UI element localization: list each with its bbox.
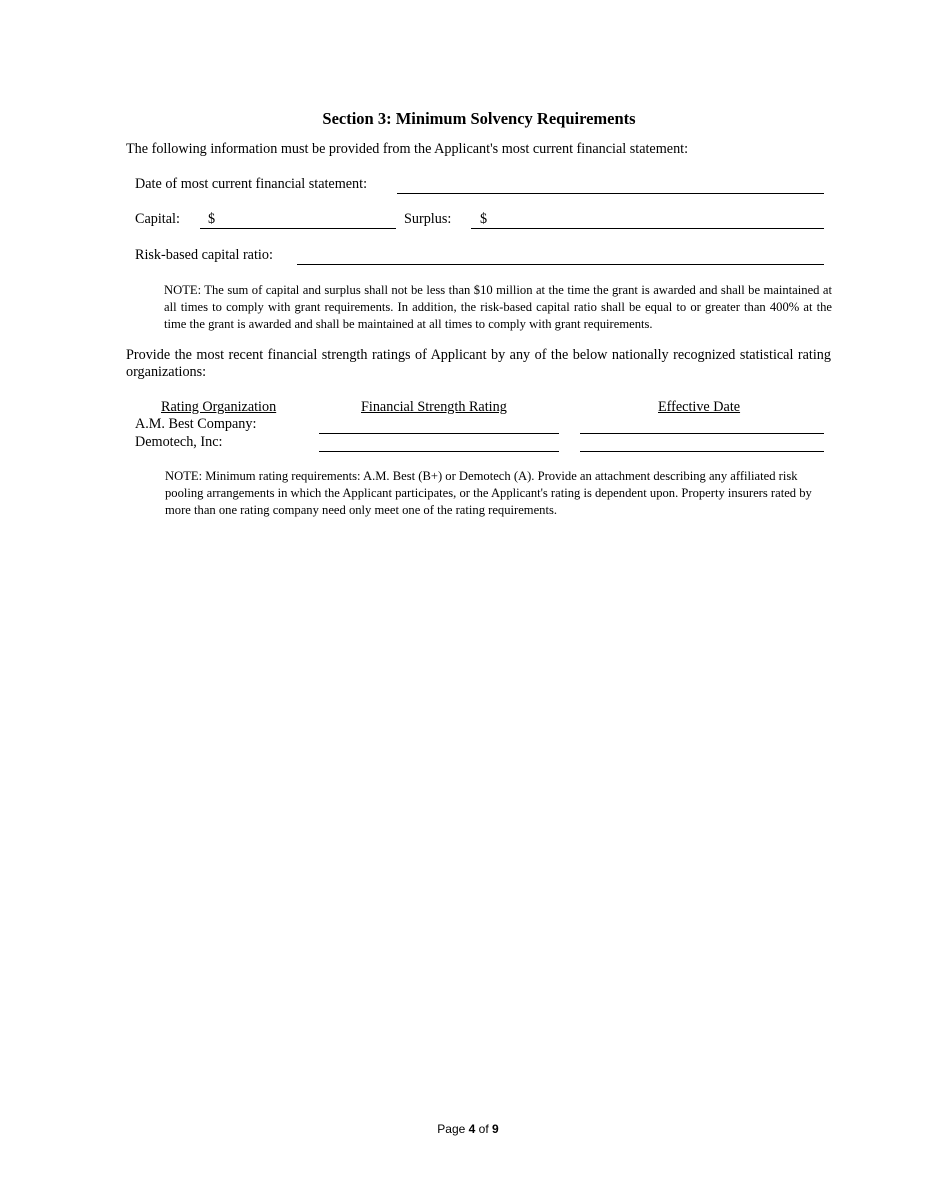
footer-total-pages: 9 (492, 1122, 499, 1136)
rbc-label: Risk-based capital ratio: (135, 247, 273, 263)
rbc-input-line[interactable] (297, 264, 824, 265)
section-title: Section 3: Minimum Solvency Requirements (322, 109, 636, 128)
surplus-dollar-sign: $ (480, 211, 488, 227)
am-best-date-line[interactable] (580, 433, 824, 434)
footer-page-word: Page (437, 1122, 466, 1136)
row-label-am-best: A.M. Best Company: (135, 416, 257, 432)
am-best-rating-line[interactable] (319, 433, 559, 434)
capital-label: Capital: (135, 211, 180, 227)
capital-note: NOTE: The sum of capital and surplus shall not be less than $10 million at the time the grant is awarded and shall be maintained at all times to comply with grant requirements. In addition, the risk-based capital ratio shall be equal to or greater than 400% at the time the grant is awarded and shall be maintained at all times to comply with grant requirements. (164, 283, 832, 331)
ratings-intro: Provide the most recent financial strength ratings of Applicant by any of the below nationally recognized statistical rating organizations: (126, 347, 831, 380)
capital-dollar-sign: $ (208, 211, 216, 227)
row-label-demotech: Demotech, Inc: (135, 434, 223, 450)
page-footer (0, 1122, 936, 1136)
header-effective-date: Effective Date (658, 399, 741, 415)
capital-input-line[interactable] (200, 228, 396, 229)
intro-text: The following information must be provided from the Applicant's most current financial statement: (126, 141, 689, 157)
date-input-line[interactable] (397, 193, 824, 194)
rating-note: NOTE: Minimum rating requirements: A.M. Best (B+) or Demotech (A). Provide an attachment describing any affiliated risk pooling arrangements in which the Applicant participates, or the Applicant's rating is dependent upon. Property insurers rated by more than one rating company need only meet one of the rating requirements. (165, 469, 812, 517)
surplus-label: Surplus: (404, 211, 452, 227)
footer-of-word: of (478, 1122, 489, 1136)
header-rating-organization: Rating Organization (161, 399, 277, 415)
demotech-date-line[interactable] (580, 451, 824, 452)
header-financial-strength-rating: Financial Strength Rating (361, 399, 507, 415)
footer-current-page: 4 (468, 1122, 476, 1136)
demotech-rating-line[interactable] (319, 451, 559, 452)
surplus-input-line[interactable] (471, 228, 824, 229)
date-label: Date of most current financial statement: (135, 176, 368, 192)
